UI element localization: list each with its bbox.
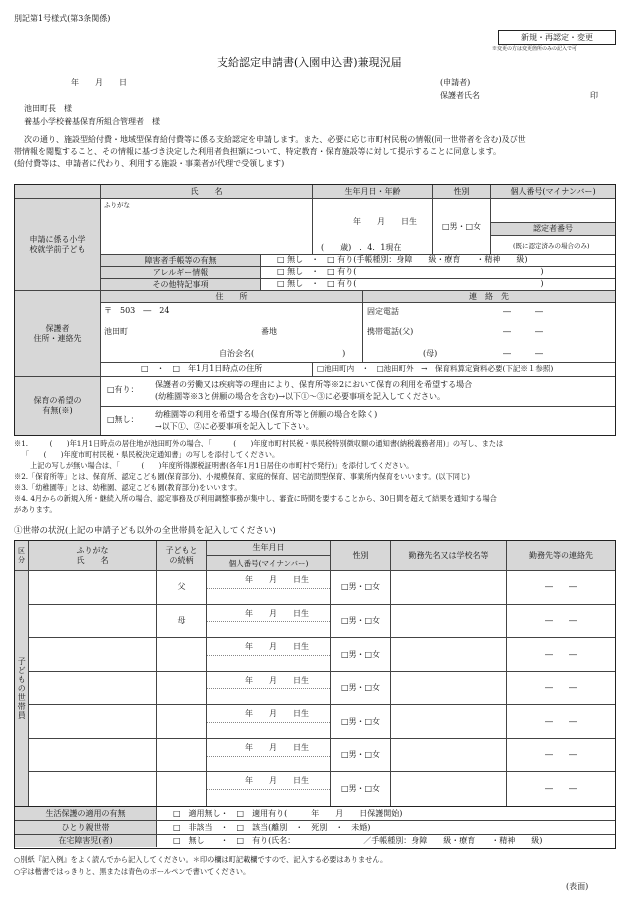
disability-field[interactable]: □ 無し ・ □ 有り(手帳種別：身障 級・療育 ・精神 級) (261, 255, 615, 267)
note-1b: 「 ( )年度市町村民税・県民税決定通知書」の写しを添付してください。 (22, 450, 280, 459)
household-sex-value: □男・□女 (340, 683, 381, 693)
work-contact-field[interactable] (507, 705, 615, 739)
request-type: 新規・再認定・変更 (521, 32, 593, 42)
allergy-label: アレルギー情報 (101, 267, 261, 279)
header-sex: 性別 (433, 185, 491, 199)
banchi-label: 番地 (261, 327, 277, 336)
hope-no-row[interactable]: □無し： 幼稚園等の利用を希望する場合(保育所等と併願の場合を除く) →以下①、②に必要事項を記入して下さい。 (107, 410, 378, 431)
header-kubun: 区分 (15, 541, 29, 571)
household-dob-field[interactable] (207, 772, 331, 806)
work-contact-value: ― ― (545, 616, 577, 626)
cert-no-label: 認定者番号 (491, 223, 615, 236)
household-dob: 年 月 日生 (245, 675, 309, 685)
furigana-label: ふりがな (104, 201, 130, 209)
welfare-label: 生活保護の適用の有無 (15, 807, 157, 821)
addressee-union: 養基小学校養基保育所組合管理者 様 (24, 117, 160, 126)
household-sex-field[interactable] (331, 739, 391, 773)
child-name-field[interactable] (101, 199, 313, 255)
header-mynumber: 個人番号(マイナンバー) (491, 185, 615, 199)
household-sex-field[interactable] (331, 571, 391, 605)
work-contact-field[interactable] (507, 638, 615, 672)
hope-row-label: 保育の希望の 有無(※) (15, 377, 101, 435)
guardian-address-field[interactable] (101, 303, 363, 363)
work-contact-value: ― ― (545, 750, 577, 760)
household-name-field[interactable] (29, 571, 157, 605)
child-row-label: 申請に係る小学 校就学前子ども (15, 199, 101, 291)
household-table (14, 540, 616, 807)
disability-label: 障害者手帳等の有無 (101, 255, 261, 267)
header-dob: 生年月日・年齢 (313, 185, 433, 199)
intro-line-2: 帯情報を閲覧すること、その情報に基づき決定した利用者負担額について、特定教育・保育施設等に対して提示することに同意します。 (14, 147, 502, 156)
header-work: 勤務先名又は学校名等 (391, 541, 507, 571)
household-sex-value: □男・□女 (340, 784, 381, 794)
seal-mark: 印 (590, 91, 598, 100)
cert-no-note: (既に認定済みの場合のみ) (513, 242, 590, 250)
household-name-field[interactable] (29, 739, 157, 773)
work-contact-value: ― ― (545, 683, 577, 693)
work-field[interactable] (391, 605, 507, 639)
application-date: 年 月 日 (71, 78, 127, 87)
header-relation: 子どもと の続柄 (157, 541, 207, 571)
household-dob: 年 月 日生 (245, 575, 309, 584)
work-contact-value: ― ― (545, 649, 577, 659)
household-dob-field[interactable] (207, 705, 331, 739)
request-type-box (498, 30, 616, 45)
residence-location-field[interactable]: □池田町内 ・ □池田町外 → 保育料算定資料必要(下記※１参照) (313, 363, 615, 377)
household-sex-field[interactable] (331, 705, 391, 739)
dob-mynumber-divider (207, 588, 330, 589)
header-contact: 連 絡 先 (363, 291, 615, 303)
mobile-mother-label: (母) (423, 349, 438, 358)
work-field[interactable] (391, 772, 507, 806)
work-contact-value: ― ― (545, 716, 577, 726)
application-table (14, 184, 616, 436)
household-dob-field[interactable] (207, 672, 331, 706)
household-dob: 年 月 日生 (245, 709, 309, 719)
relation-value: 父 (177, 582, 186, 592)
residence-date-field[interactable]: □ ・ □ 年1月1日時点の住所 (101, 363, 313, 377)
household-dob: 年 月 日生 (245, 608, 309, 618)
footer-note-1: ○別紙『記入例』をよく読んでから記入してください。＊印の欄は町記載欄ですので、記入する必要はありません。 (14, 855, 388, 864)
household-sex-field[interactable] (331, 772, 391, 806)
household-dob: 年 月 日生 (245, 642, 309, 652)
header-work-contact: 勤務先等の連絡先 (507, 541, 615, 571)
page-side-label: (表面) (566, 882, 589, 891)
addressee-town: 池田町長 様 (24, 104, 72, 113)
household-sex-value: □男・□女 (340, 649, 381, 659)
other-field[interactable]: □ 無し ・ □ 有り( ) (261, 279, 615, 291)
household-dob-field[interactable] (207, 605, 331, 639)
household-sex-value: □男・□女 (340, 616, 381, 626)
dob-mynumber-divider (207, 621, 330, 622)
note-1c: 上記の写しが無い場合は、「 ( )年度所得課税証明書(各年1月1日居住の市町村で発行)」を添付してください。 (30, 461, 414, 470)
household-name-field[interactable] (29, 605, 157, 639)
household-dob: 年 月 日生 (245, 776, 309, 786)
header-name: 氏 名 (101, 185, 313, 199)
relation-field[interactable] (157, 571, 207, 605)
form-number: 別記第1号様式(第3条関係) (14, 14, 111, 23)
header-address: 住 所 (101, 291, 363, 303)
note-2: ※2.「保育所等」とは、保育所、認定こども園(保育部分)、小規模保育、家庭的保育、居宅訪問型保育、事業所内保育をいいます。(以下同じ) (14, 472, 470, 481)
work-field[interactable] (391, 571, 507, 605)
child-mynumber-field[interactable] (491, 199, 615, 223)
relation-field[interactable] (157, 638, 207, 672)
work-field[interactable] (391, 705, 507, 739)
dob-mynumber-divider (207, 655, 330, 656)
neighborhood-label: 自治会名( ) (219, 349, 346, 358)
relation-value: 母 (177, 616, 186, 626)
household-sex-value: □男・□女 (340, 582, 381, 592)
household-sex-field[interactable] (331, 605, 391, 639)
household-sex-field[interactable] (331, 672, 391, 706)
other-label: その他特記事項 (101, 279, 261, 291)
household-sex-value: □男・□女 (340, 716, 381, 726)
form-title: 支給認定申請書(入園申込書)兼現況届 (217, 56, 402, 69)
household-dob-field[interactable] (207, 571, 331, 605)
note-1a: ※1. ( )年1月1日時点の居住地が池田町外の場合、「 ( )年度市町村民税・県民税特別徴収額の通知書(納税義務者用)」の写し、または (14, 439, 504, 448)
work-contact-field[interactable] (507, 672, 615, 706)
disabled-field[interactable]: □ 無し ・ □ 有り(氏名： ／手帳種別：身障 級・療育 ・精神 級) (173, 836, 543, 845)
dob-mynumber-divider (207, 688, 330, 689)
relation-field[interactable] (157, 739, 207, 773)
dob-mynumber-divider (207, 756, 330, 757)
work-field[interactable] (391, 739, 507, 773)
relation-field[interactable] (157, 672, 207, 706)
header-household-name: ふりがな 氏 名 (29, 541, 157, 571)
guardian-row-label: 保護者 住所・連絡先 (15, 291, 101, 377)
cert-no-field[interactable] (491, 236, 615, 255)
work-contact-value: ― ― (545, 582, 577, 592)
home-phone-label: 固定電話 (367, 307, 399, 316)
intro-line-1: 次の通り、施設型給付費・地域型保育給付費等に係る支給認定を申請します。また、必要に応じ市町村民税の情報(同一世帯者を含む)及び世 (24, 135, 526, 144)
hope-yes-row[interactable]: □有り： 保護者の労働又は疾病等の理由により、保育所等※2において保育の利用を希望する場合 (幼稚園等※3と併願の場合を含む)→以下①～③に必要事項を記入してください。 (101, 377, 615, 407)
postal-code: 〒 503 ― 24 (104, 306, 170, 315)
status-table (14, 807, 616, 849)
header-household-dob: 生年月日 (207, 541, 331, 556)
household-dob-field[interactable] (207, 739, 331, 773)
work-contact-value: ― ― (545, 784, 577, 794)
child-age: ( 歳) ．4．1現在 (321, 243, 402, 252)
child-dob-field[interactable] (313, 199, 433, 255)
child-dob: 年 月 日生 (353, 217, 417, 226)
single-parent-field[interactable]: □ 非該当 ・ □ 該当(離別 ・ 死別 ・ 未婚) (157, 821, 615, 835)
header-household-sex: 性別 (331, 541, 391, 571)
note-4b: があります。 (14, 505, 57, 514)
relation-field[interactable] (157, 772, 207, 806)
request-note: ※変更の方は変更箇所のみの記入で可 (492, 46, 578, 52)
household-name-field[interactable] (29, 638, 157, 672)
footer-note-2: ○字は楷書ではっきりと、黒または青色のボールペンで書いてください。 (14, 867, 251, 876)
intro-line-3: (給付費等は、申請者に代わり、利用する施設・事業者が代理で受領します) (14, 159, 285, 168)
mobile-father-label: 携帯電話(父) (367, 327, 414, 336)
household-side-label: 子どもの世帯員 (15, 571, 29, 806)
applicant-label: (申請者) (440, 78, 471, 87)
household-sex-field[interactable] (331, 638, 391, 672)
household-name-field[interactable] (29, 705, 157, 739)
town-name: 池田町 (104, 327, 128, 336)
household-name-field[interactable] (29, 772, 157, 806)
household-sex-value: □男・□女 (340, 750, 381, 760)
work-field[interactable] (391, 672, 507, 706)
relation-field[interactable] (157, 705, 207, 739)
relation-field[interactable] (157, 605, 207, 639)
hope-yes-checkbox[interactable]: □有り： (107, 385, 139, 394)
guardian-name-label: 保護者氏名 (440, 91, 480, 100)
note-4a: ※4. 4月からの新規入所・継続入所の場合、認定事務及び利用調整事務が集中し、審査に時間を要することから、30日間を超えて結果を通知する場合 (14, 494, 497, 503)
welfare-field[interactable]: □ 適用無し・ □ 適用有り( 年 月 日保護開始) (157, 807, 615, 821)
dob-mynumber-divider (207, 722, 330, 723)
work-field[interactable] (391, 638, 507, 672)
household-dob-field[interactable] (207, 638, 331, 672)
single-parent-label: ひとり親世帯 (15, 821, 157, 835)
work-contact-field[interactable] (507, 605, 615, 639)
dob-mynumber-divider (207, 789, 330, 790)
disabled-label: 在宅障害児(者) (15, 835, 157, 847)
household-section-title: ①世帯の状況(上記の申請子ども以外の全世帯員を記入してください) (14, 526, 276, 536)
work-contact-field[interactable] (507, 772, 615, 806)
note-3: ※3.「幼稚園等」とは、幼稚園、認定こども園(教育部分)をいいます。 (14, 483, 242, 492)
work-contact-field[interactable] (507, 739, 615, 773)
hope-no-checkbox[interactable]: □無し： (107, 415, 139, 424)
guardian-contact-field[interactable]: 固定電話 ― ― 携帯電話(父) ― ― (母) ― ― (363, 303, 615, 363)
header-household-mynumber: 個人番号(マイナンバー) (207, 556, 331, 571)
allergy-field[interactable]: □ 無し ・ □ 有り( ) (261, 267, 615, 279)
work-contact-field[interactable] (507, 571, 615, 605)
household-name-field[interactable] (29, 672, 157, 706)
child-sex-field[interactable]: □男・□女 (433, 199, 491, 255)
household-dob: 年 月 日生 (245, 742, 309, 752)
